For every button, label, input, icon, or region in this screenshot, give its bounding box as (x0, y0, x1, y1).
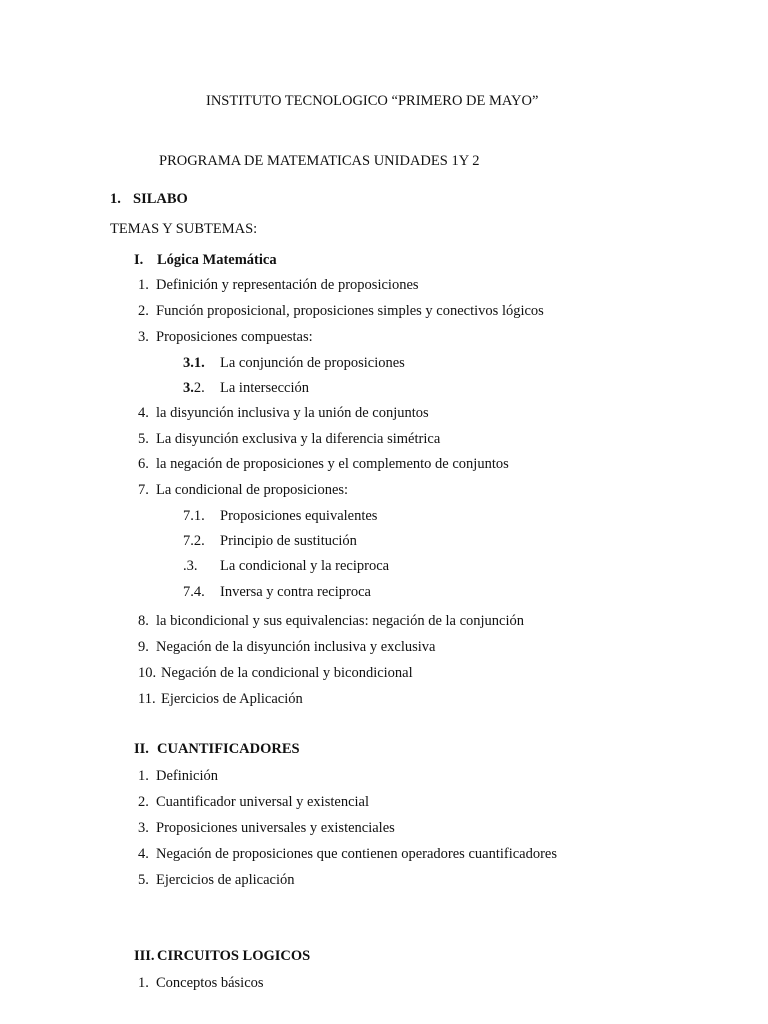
sub-item-text: Inversa y contra reciproca (220, 584, 371, 600)
list-item (138, 481, 348, 499)
item-number: 7. (138, 482, 149, 498)
item-number: 1. (138, 277, 149, 293)
item-number: 1. (138, 975, 149, 991)
item-number: 4. (138, 405, 149, 421)
item-number: 4. (138, 846, 149, 862)
item-text: Negación de la condicional y bicondicional (161, 665, 413, 681)
sub-item (183, 557, 389, 575)
program-title: PROGRAMA DE MATEMATICAS UNIDADES 1Y 2 (159, 153, 480, 169)
item-number: 3. (138, 820, 149, 836)
item-number: 6. (138, 456, 149, 472)
unit-numeral: III. (134, 948, 155, 964)
list-item (138, 430, 440, 448)
item-number: 9. (138, 639, 149, 655)
list-item (138, 664, 413, 682)
unit-title: CIRCUITOS LOGICOS (157, 948, 311, 964)
sub-item-text: Principio de sustitución (220, 533, 357, 549)
sub-item-text: La condicional y la reciproca (220, 558, 390, 574)
sub-item-text: La intersección (220, 380, 309, 396)
unit-heading (134, 251, 277, 269)
item-text: Proposiciones universales y existenciales (156, 820, 395, 836)
list-item (138, 638, 435, 656)
list-item (138, 612, 524, 630)
sub-item-number: 7.2. (183, 533, 205, 549)
unit-numeral: II. (134, 741, 149, 757)
unit-heading (134, 947, 310, 965)
item-text: la bicondicional y sus equivalencias: negación de la conjunción (156, 613, 525, 629)
sub-item (183, 507, 377, 525)
item-text: Negación de proposiciones que contienen operadores cuantificadores (156, 846, 558, 862)
sub-item-number: 3.1. (183, 355, 205, 371)
unit-heading (134, 740, 300, 758)
list-item (138, 276, 419, 294)
item-text: La disyunción exclusiva y la diferencia simétrica (156, 431, 441, 447)
sub-item-text: Proposiciones equivalentes (220, 508, 378, 524)
sub-item-number: 7.4. (183, 584, 205, 600)
sub-item-text: La conjunción de proposiciones (220, 355, 405, 371)
sub-item-number-bold: 3. (183, 380, 194, 396)
list-item (138, 819, 395, 837)
section-number: 1. (110, 191, 121, 207)
sub-item (183, 354, 405, 372)
item-number: 5. (138, 431, 149, 447)
item-text: la negación de proposiciones y el complemento de conjuntos (156, 456, 509, 472)
item-text: Conceptos básicos (156, 975, 264, 991)
item-text: Definición (156, 768, 219, 784)
item-text: Negación de la disyunción inclusiva y exclusiva (156, 639, 436, 655)
item-text: La condicional de proposiciones: (156, 482, 349, 498)
unit-numeral: I. (134, 252, 144, 268)
item-number: 10. (138, 665, 157, 681)
list-item (138, 455, 509, 473)
list-item (138, 404, 429, 422)
item-number: 2. (138, 303, 149, 319)
sub-item-number: 7.1. (183, 508, 205, 524)
sub-item (183, 583, 371, 601)
topics-label: TEMAS Y SUBTEMAS: (110, 221, 258, 237)
item-number: 11. (138, 691, 156, 707)
item-text: Ejercicios de aplicación (156, 872, 295, 888)
item-text: Proposiciones compuestas: (156, 329, 313, 345)
section-title: SILABO (133, 191, 188, 207)
list-item (138, 767, 218, 785)
item-text: Función proposicional, proposiciones simples y conectivos lógicos (156, 303, 544, 319)
institute-title: INSTITUTO TECNOLOGICO “PRIMERO DE MAYO” (206, 93, 539, 109)
unit-title: CUANTIFICADORES (157, 741, 300, 757)
sub-item (183, 532, 357, 550)
item-text: Ejercicios de Aplicación (161, 691, 303, 707)
list-item (138, 871, 295, 889)
unit-title: Lógica Matemática (157, 252, 277, 268)
item-text: Definición y representación de proposiciones (156, 277, 419, 293)
section-heading (110, 190, 188, 208)
list-item (138, 793, 369, 811)
sub-item-number: .3. (183, 558, 198, 574)
list-item (138, 302, 544, 320)
sub-item-number-rest: 2. (193, 380, 205, 396)
list-item (138, 845, 557, 863)
item-number: 5. (138, 872, 149, 888)
sub-item (183, 379, 309, 397)
item-number: 2. (138, 794, 149, 810)
item-number: 3. (138, 329, 149, 345)
item-number: 8. (138, 613, 149, 629)
list-item (138, 690, 303, 708)
list-item (138, 974, 264, 992)
item-text: Cuantificador universal y existencial (156, 794, 369, 810)
item-text: la disyunción inclusiva y la unión de conjuntos (156, 405, 429, 421)
item-number: 1. (138, 768, 149, 784)
list-item (138, 328, 313, 346)
